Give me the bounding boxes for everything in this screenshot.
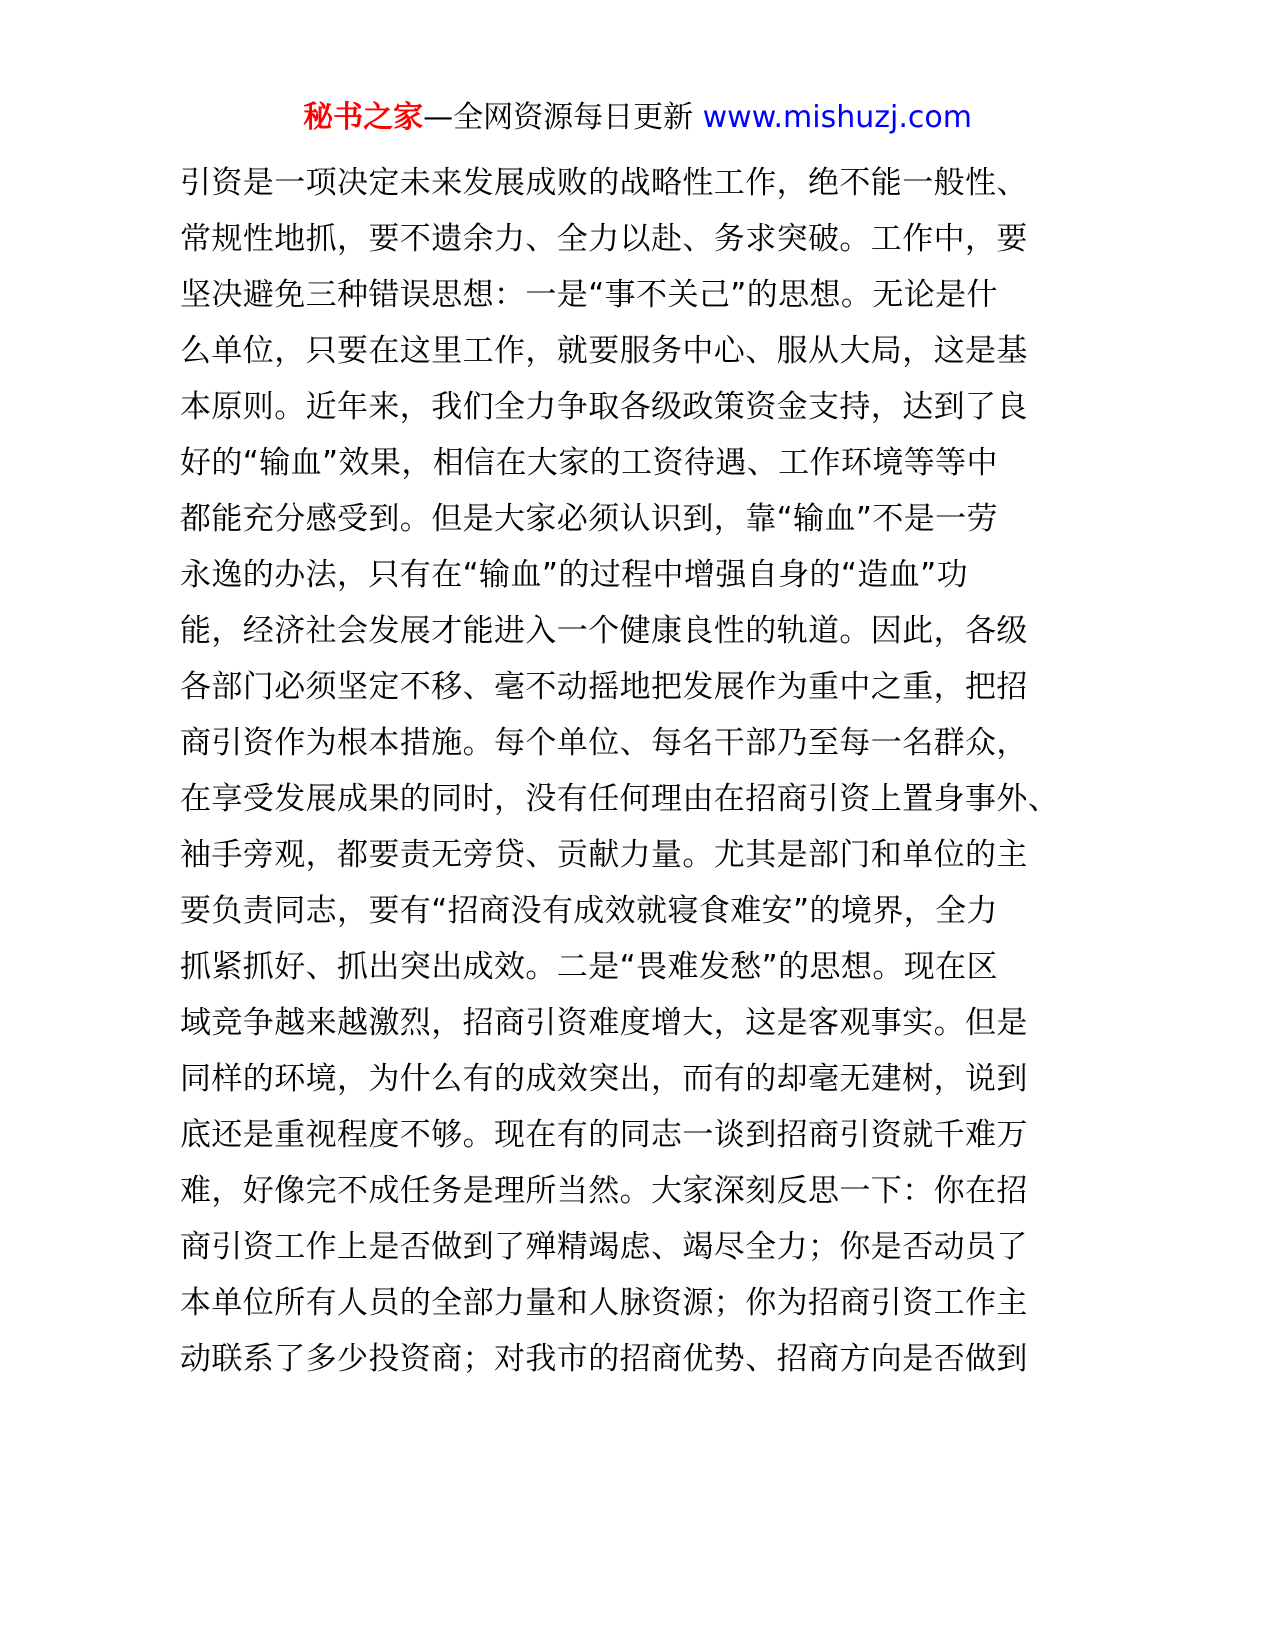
- text-line: 能，经济社会发展才能进入一个健康良性的轨道。因此，各级: [180, 613, 1028, 649]
- page-header: [0, 98, 1275, 138]
- text-line: 常规性地抓，要不遗余力、全力以赴、务求突破。工作中，要: [180, 221, 1028, 257]
- text-line: 难，好像完不成任务是理所当然。大家深刻反思一下：你在招: [180, 1173, 1028, 1209]
- text-line: 动联系了多少投资商；对我市的招商优势、招商方向是否做到: [180, 1341, 1028, 1377]
- text-line: 永逸的办法，只有在“输血”的过程中增强自身的“造血”功: [180, 557, 969, 593]
- text-line: 商引资作为根本措施。每个单位、每名干部乃至每一名群众，: [180, 725, 1028, 761]
- website-url: www.mishuzj.com: [702, 100, 972, 135]
- text-line: 要负责同志，要有“招商没有成效就寝食难安”的境界，全力: [180, 893, 998, 929]
- text-line: 同样的环境，为什么有的成效突出，而有的却毫无建树，说到: [180, 1061, 1028, 1097]
- text-line: 袖手旁观，都要责无旁贷、贡献力量。尤其是部门和单位的主: [180, 837, 1028, 873]
- text-line: 好的“输血”效果，相信在大家的工资待遇、工作环境等等中: [180, 445, 998, 481]
- text-line: 商引资工作上是否做到了殚精竭虑、竭尽全力；你是否动员了: [180, 1229, 1028, 1265]
- brand-name: 秘书之家: [303, 100, 424, 135]
- text-line: 都能充分感受到。但是大家必须认识到，靠“输血”不是一劳: [180, 501, 998, 537]
- text-line: 各部门必须坚定不移、毫不动摇地把发展作为重中之重，把招: [180, 669, 1028, 705]
- header-tagline: —全网资源每日更新: [423, 100, 694, 135]
- text-line: 本原则。近年来，我们全力争取各级政策资金支持，达到了良: [180, 389, 1028, 425]
- text-line: 么单位，只要在这里工作，就要服务中心、服从大局，这是基: [180, 333, 1028, 369]
- text-line: 坚决避免三种错误思想：一是“事不关己”的思想。无论是什: [180, 277, 998, 313]
- text-line: 本单位所有人员的全部力量和人脉资源；你为招商引资工作主: [180, 1285, 1028, 1321]
- body-text: [180, 155, 1060, 1387]
- text-line: 在享受发展成果的同时，没有任何理由在招商引资上置身事外、: [180, 781, 1060, 817]
- text-line: 引资是一项决定未来发展成败的战略性工作，绝不能一般性、: [180, 165, 1028, 201]
- text-line: 抓紧抓好、抓出突出成效。二是“畏难发愁”的思想。现在区: [180, 949, 998, 985]
- text-line: 域竞争越来越激烈，招商引资难度增大，这是客观事实。但是: [180, 1005, 1028, 1041]
- text-line: 底还是重视程度不够。现在有的同志一谈到招商引资就千难万: [180, 1117, 1028, 1153]
